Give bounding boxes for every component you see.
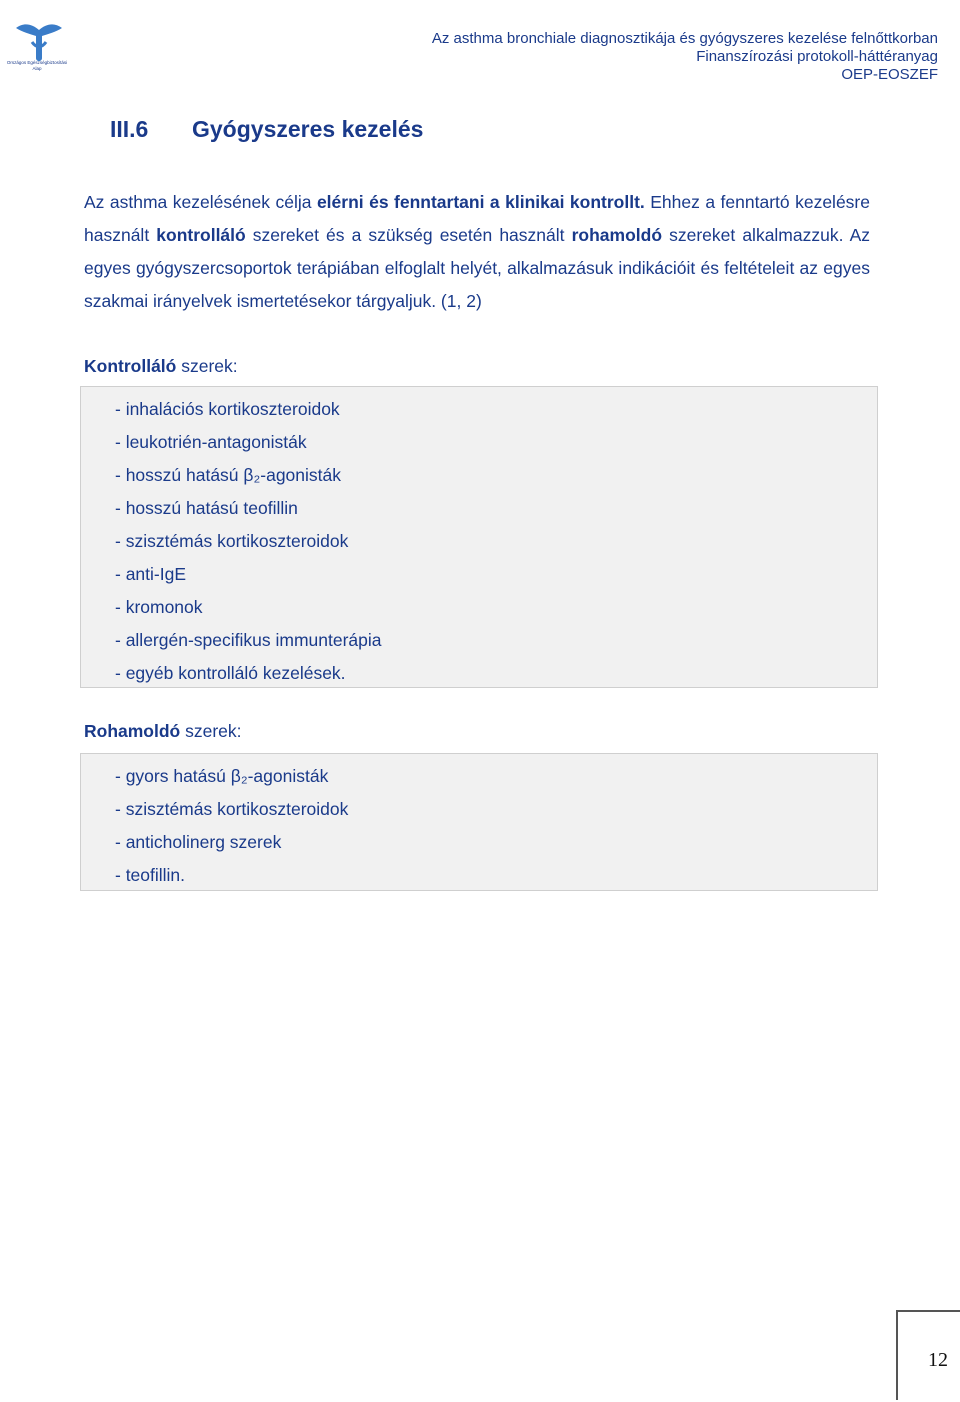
para-text-4: szereket alkalmazzuk. Az egyes gyógyszercsoportok terápiában elfoglalt helyét, alkalmazásuk indikációit és feltételeit az egyes szakmai irányelvek ismertetésekor tárgyaljuk. (1, 2)	[84, 225, 871, 311]
header-title: Az asthma bronchiale diagnosztikája és gyógyszeres kezelése felnőttkorban	[431, 30, 938, 47]
page-number: 12	[928, 1349, 948, 1371]
reliever-label-rest: szerek:	[180, 721, 242, 741]
list-item: - anticholinerg szerek	[115, 832, 282, 852]
para-bold-3: rohamoldó	[571, 225, 663, 245]
list-item: - hosszú hatású teofillin	[115, 498, 298, 518]
document-header	[432, 30, 938, 84]
intro-paragraph	[84, 186, 870, 318]
page-number-frame-edge	[896, 1310, 898, 1400]
header-org: OEP-EOSZEF	[841, 66, 938, 83]
list-item: - inhalációs kortikoszteroidok	[115, 399, 340, 419]
header-subtitle: Finanszírozási protokoll-háttéranyag	[696, 48, 938, 65]
controller-list-box	[80, 386, 878, 688]
list-item: - kromonok	[115, 597, 203, 617]
reliever-label	[84, 721, 242, 742]
controller-label	[84, 356, 238, 377]
para-bold-1: elérni és fenntartani a klinikai kontrollt.	[316, 192, 645, 212]
list-item: - leukotrién-antagonisták	[115, 432, 307, 452]
reliever-list	[81, 760, 877, 892]
list-item: - anti-IgE	[115, 564, 186, 584]
logo-caption: Országos Egészségbiztosítási Alap	[6, 60, 68, 71]
para-text-1: Az asthma kezelésének célja	[84, 192, 317, 212]
para-bold-2: kontrolláló	[156, 225, 246, 245]
list-item: - szisztémás kortikoszteroidok	[115, 531, 349, 551]
list-item: - hosszú hatású β₂-agonisták	[115, 465, 342, 485]
controller-list	[81, 393, 877, 690]
list-item: - allergén-specifikus immunterápia	[115, 630, 382, 650]
section-heading	[110, 116, 423, 143]
list-item: - szisztémás kortikoszteroidok	[115, 799, 349, 819]
reliever-list-box	[80, 753, 878, 891]
para-text-3: szereket és a szükség esetén használt	[245, 225, 572, 245]
list-item: - egyéb kontrolláló kezelések.	[115, 663, 346, 683]
section-number: III.6	[110, 116, 149, 142]
list-item: - teofillin.	[115, 865, 186, 885]
para-text-2: Ehhez a fenntartó kezelésre használt	[84, 192, 870, 245]
list-item: - gyors hatású β₂-agonisták	[115, 766, 329, 786]
controller-label-rest: szerek:	[176, 356, 238, 376]
reliever-label-bold: Rohamoldó	[84, 721, 181, 741]
section-title: Gyógyszeres kezelés	[192, 116, 424, 142]
controller-label-bold: Kontrolláló	[84, 356, 177, 376]
